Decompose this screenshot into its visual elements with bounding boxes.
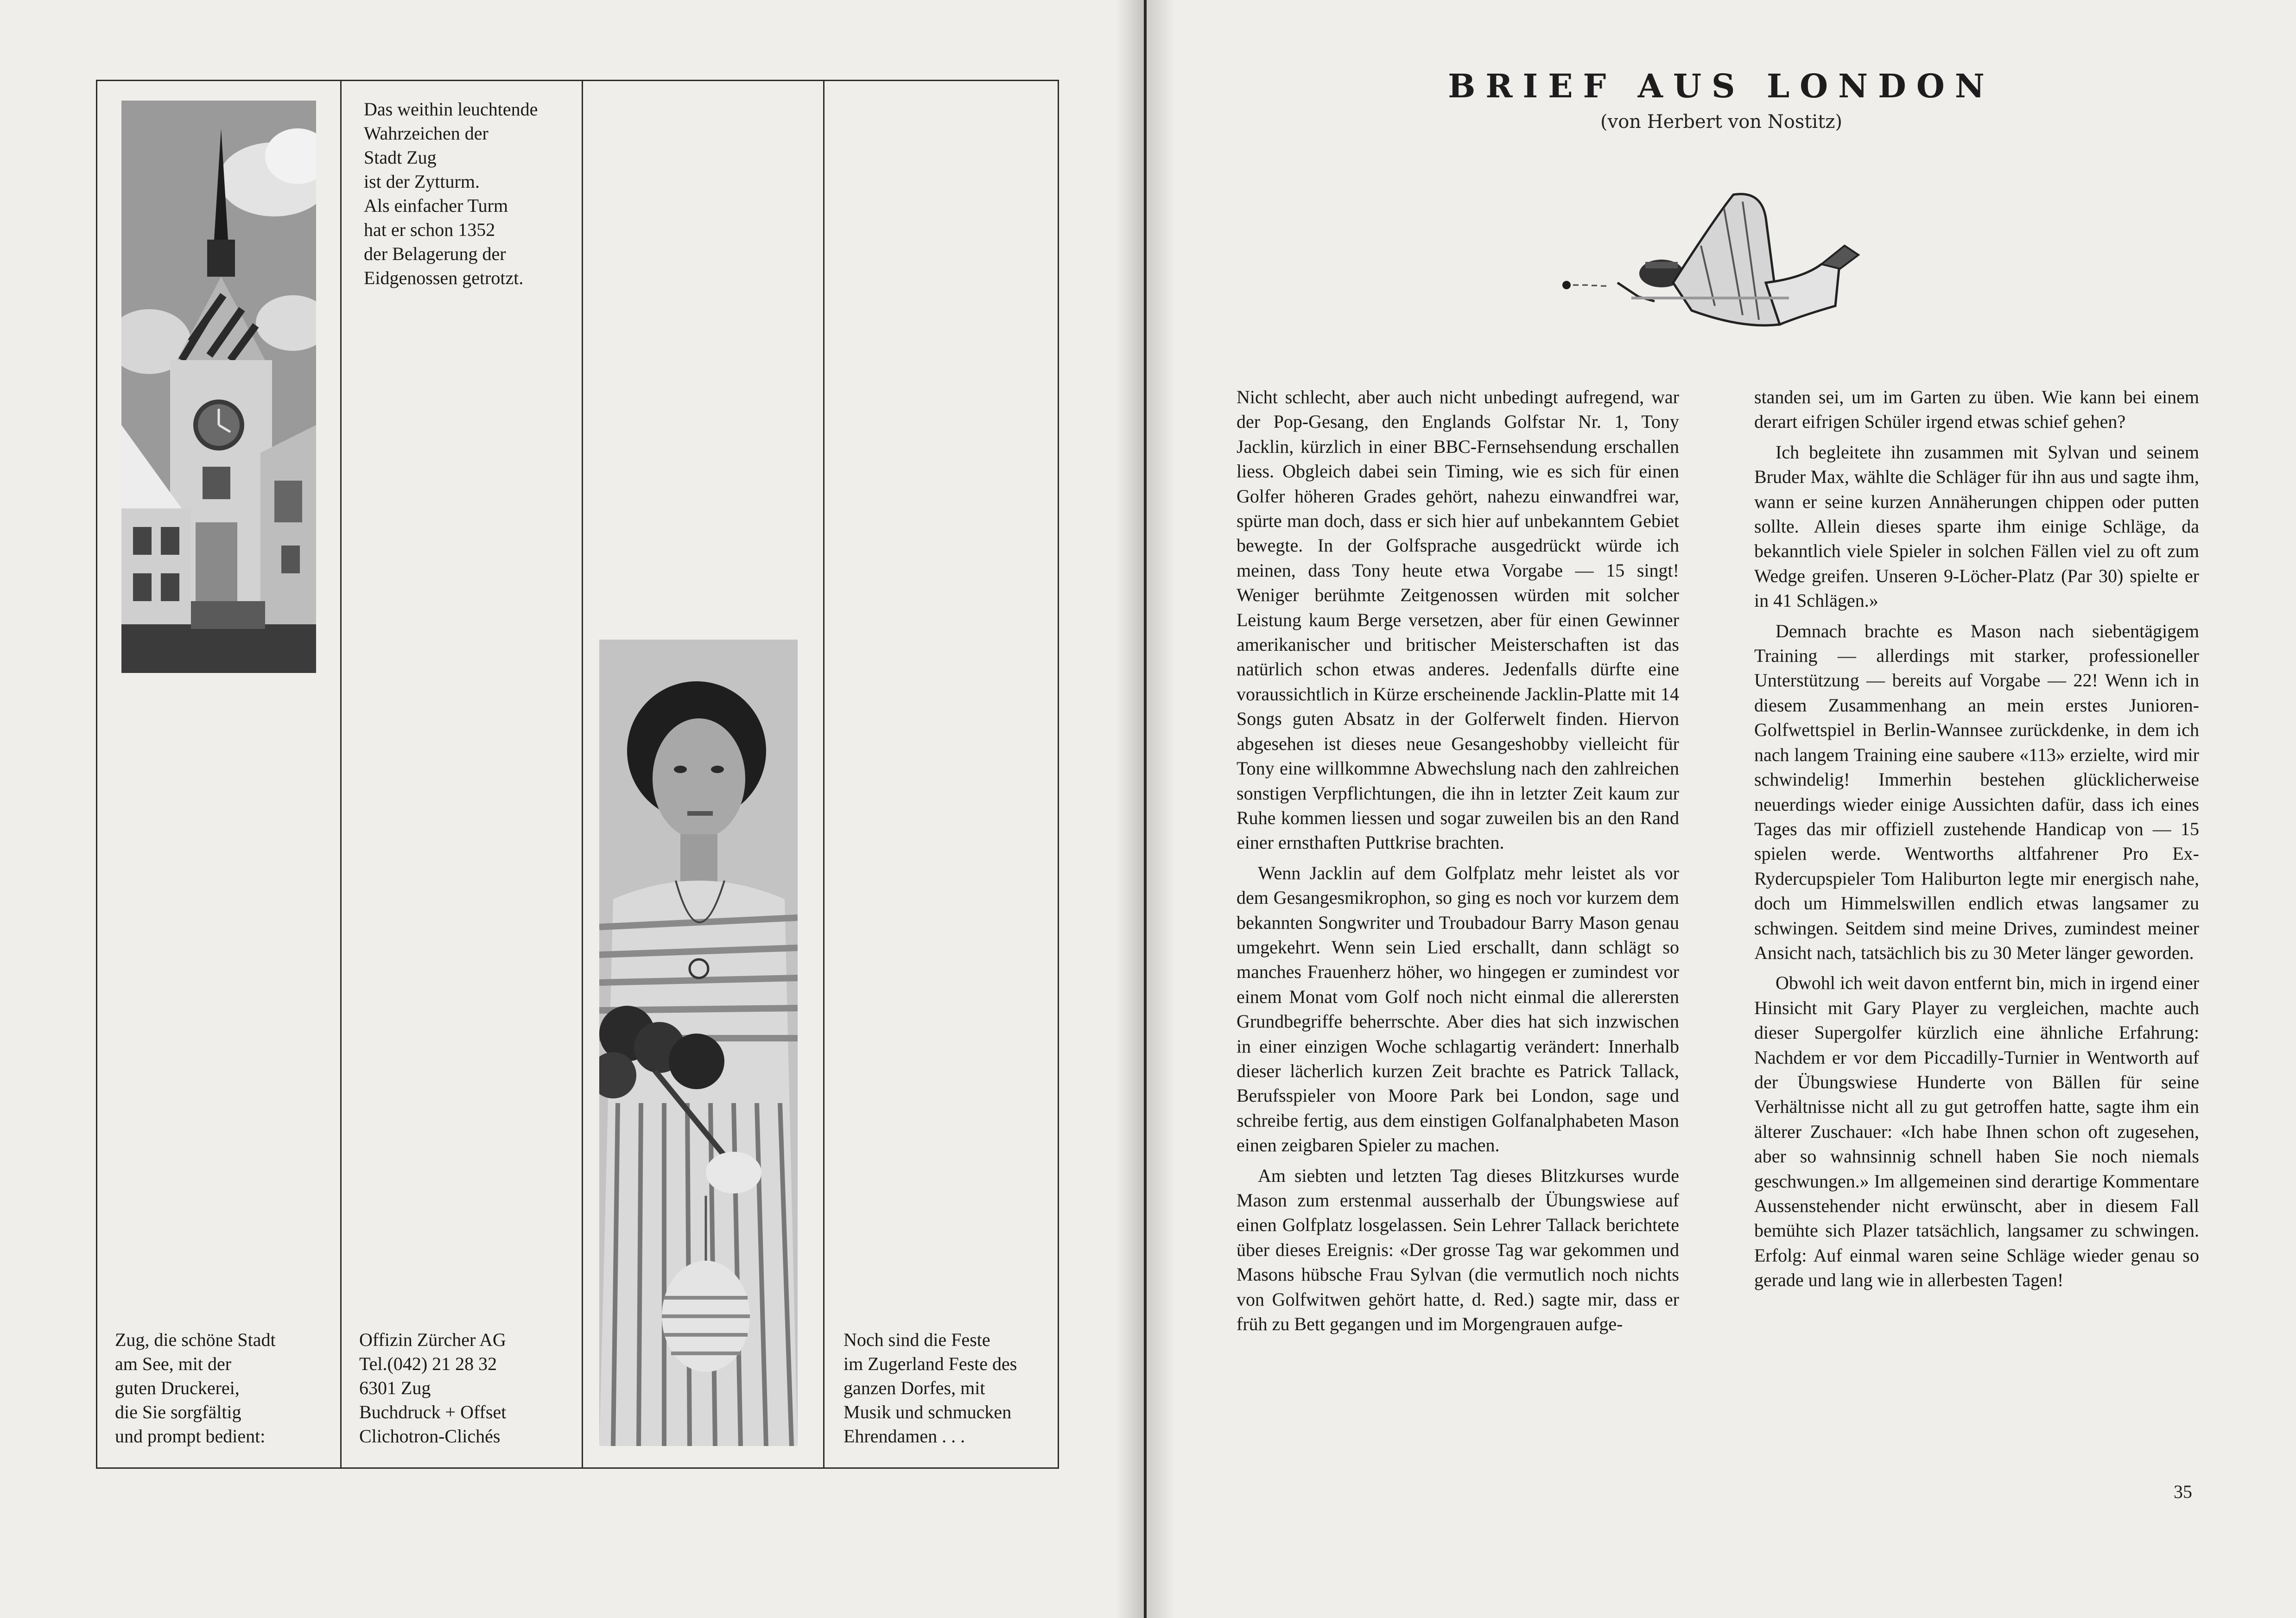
gutter-shadow-left bbox=[1116, 0, 1144, 1618]
left-page bbox=[0, 0, 1144, 1618]
article-column-1 bbox=[1237, 385, 1679, 1342]
zytturm-tower-photo bbox=[121, 101, 316, 673]
ehrendame-woman-photo bbox=[599, 640, 798, 1446]
article-paragraph: Demnach brachte es Mason nach siebentägigem Training — allerdings mit starker, professioneller Unterstützung — bereits auf Vorgabe — 22! Wenn ich in diesem Zusammenhang an mein erstes Junioren-Golfwettspiel in Berlin-Wannsee zurückdenke, in dem ich nach langem Training eine saubere «113» erzielte, wird mir schwindelig! Immerhin bestehen glücklicherweise neuerdings wieder einige Aussichten dafür, dass ich eines Tages das mir offiziell zustehende Handicap von — 15 spielen werde. Wentworths altfahrener Pro Ex-Rydercupspieler Tom Haliburton legte mir energisch nahe, doch um Himmelswillen endlich etwas langsamer zu schwingen. Seitdem sind meine Drives, zumindest meiner Ansicht nach, tatsächlich bis zu 30 Meter länger geworden. bbox=[1754, 620, 2199, 963]
article-column-2 bbox=[1754, 385, 2199, 1298]
printer-address: Offizin Zürcher AG Tel.(042) 21 28 32 6301 Zug Buchdruck + Offset Clichotron-Clichés bbox=[359, 1329, 507, 1447]
article-paragraph: Nicht schlecht, aber auch nicht unbedingt aufregend, war der Pop-Gesang, den Englands Golfstar Nr. 1, Tony Jacklin, kürzlich in einer BBC-Fernsehsendung erschallen liess. Obgleich dabei sein Timing, wie es sich für einen Golfer höheren Grades gehört, nahezu einwandfrei war, spürte man doch, dass er sich hier auf unbekanntem Gebiet bewegte. In der Golfsprache ausgedrückt würde ich meinen, dass Tony heute etwa Vorgabe — 15 singt! Weniger berühmte Zeitgenossen würden mit solcher Leistung kaum Berge versetzen, aber für einen Gewinner amerikanischer und britischer Meisterschaften ist das natürlich schon etwas anderes. Jedenfalls dürfte eine voraussichtlich in Kürze erscheinende Jacklin-Platte mit 14 Songs guten Absatz in der Golferwelt finden. Hiervon abgesehen ist dieses neue Gesangeshobby vielleicht für Tony eine willkommne Abwechslung nach den zahlreichen sonstigen Verpflichtungen, die ihn in letzter Zeit kaum zur Ruhe kommen liessen und sogar zuweilen bis an den Rand einer ernsthaften Puttkrise brachten. bbox=[1237, 387, 1679, 853]
page-number: 35 bbox=[2174, 1481, 2192, 1502]
tower-caption: Das weithin leuchtende Wahrzeichen der Stadt Zug ist der Zytturm. Als einfacher Turm hat er schon 1352 der Belagerung der Eidgenossen getrotzt. bbox=[364, 99, 538, 288]
article-paragraph: Am siebten und letzten Tag dieses Blitzkurses wurde Mason zum erstenmal ausserhalb der Übungswiese auf einen Golfplatz losgelassen. Sein Lehrer Tallack berichtete über dieses Ereignis: «Der grosse Tag war gekommen und Masons hübsche Frau Sylvan (die vermutlich noch nichts von Golfwitwen gehört hatte, d. Red.) sagte mir, dass er früh zu Bett gegangen und im Morgengrauen aufge- bbox=[1237, 1165, 1679, 1335]
article-paragraph: Ich begleitete ihn zusammen mit Sylvan und seinem Bruder Max, wählte die Schläger für ihn aus und sagte ihm, wann er seine kurzen Annäherungen chippen oder putten sollte. Allein dieses sparte ihm einige Schläge, da bekanntlich viele Spieler in solchen Fällen viel zu oft zum Wedge greifen. Unseren 9-Löcher-Platz (Par 30) spielte er in 41 Schlägen.» bbox=[1754, 441, 2199, 611]
gutter-shadow-right bbox=[1147, 0, 1174, 1618]
article-headline: BRIEF AUS LONDON bbox=[1448, 67, 1995, 105]
ad-column-4-text: Noch sind die Feste im Zugerland Feste des ganzen Dorfes, mit Musik und schmucken Ehrendamen . . . bbox=[844, 1329, 1017, 1447]
column-divider bbox=[823, 81, 825, 1467]
golfer-illustration bbox=[1562, 190, 1877, 343]
ehrendame-woman-image bbox=[599, 640, 798, 1446]
zytturm-tower-image bbox=[121, 101, 316, 673]
ad-column-1-text: Zug, die schöne Stadt am See, mit der guten Druckerei, die Sie sorgfältig und prompt bedient: bbox=[115, 1329, 276, 1447]
column-divider bbox=[340, 81, 342, 1467]
article-paragraph: Obwohl ich weit davon entfernt bin, mich in irgend einer Hinsicht mit Gary Player zu vergleichen, machte auch dieser Supergolfer kürzlich eine ähnliche Erfahrung: Nachdem er vor dem Piccadilly-Turnier in Wentworth auf der Übungswiese Hunderte von Bällen für seine Verhältnisse nicht all zu gut getroffen hatte, sagte ihm ein älterer Zuschauer: «Ich habe Ihnen schon oft zugesehen, aber so wahnsinnig schnell haben Sie noch niemals geschwungen.» Im allgemeinen sind derartige Kommentare Aussenstehender nicht erwünscht, aber in diesem Fall bemühte sich Plazer tatsächlich, langsamer zu schwingen. Erfolg: Auf einmal waren seine Schläge wieder genau so gerade und lang wie in allerbesten Tagen! bbox=[1754, 972, 2199, 1291]
article-paragraph: Wenn Jacklin auf dem Golfplatz mehr leistet als vor dem Gesangesmikrophon, so ging es noch vor kurzem dem bekannten Songwriter und Troubadour Barry Mason genau umgekehrt. Wenn sein Lied erschallt, dann schlägt so manches Frauenherz höher, wo hingegen er zumindest vor einem Monat vom Golf noch nicht einmal die allerersten Grundbegriffe beherrschte. Aber dies hat sich inzwischen in einer einzigen Woche schlagartig verändert: Innerhalb dieser lächerlich kurzen Zeit brachte es Patrick Tallack, Berufsspieler von Moore Park bei London, sage und schreibe fertig, aus dem einstigen Golfanalphabeten Mason einen zeigbaren Spieler zu machen. bbox=[1237, 862, 1679, 1156]
article-paragraph: standen sei, um im Garten zu üben. Wie kann bei einem derart eifrigen Schüler irgend etwas schief gehen? bbox=[1754, 387, 2199, 432]
article-byline: (von Herbert von Nostitz) bbox=[1600, 111, 1842, 133]
column-divider bbox=[582, 81, 583, 1467]
